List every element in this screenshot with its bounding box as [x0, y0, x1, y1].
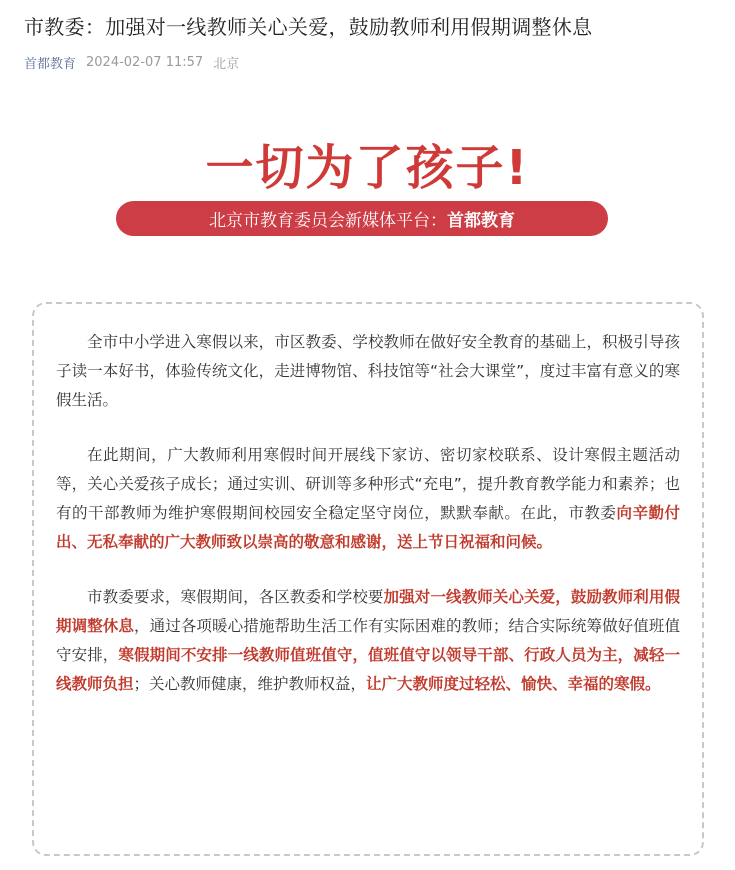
paragraph-1: 全市中小学进入寒假以来，市区教委、学校教师在做好安全教育的基础上，积极引导孩子读一本好书，体验传统文化，走进博物馆、科技馆等“社会大课堂”，度过丰富有意义的寒假生活。 — [56, 333, 680, 409]
paragraph-3-text-e: ；关心教师健康，维护教师权益， — [133, 675, 367, 693]
article-title: 市教委：加强对一线教师关心关爱，鼓励教师利用假期调整休息 — [24, 15, 593, 39]
paragraph-3-highlight-d: 寒假期间不安排一线教师值班值守，值班值守以领导干部、行政人员为主，减轻一线教师负担 — [56, 646, 680, 693]
paragraph-3-highlight-b: 加强对一线教师关心关爱，鼓励教师利用假期调整休息 — [56, 588, 680, 635]
paragraph-3-text-c: ，通过各项暖心措施帮助生活工作有实际困难的教师；结合实际统筹做好值班值守安排， — [56, 617, 680, 664]
article-meta — [24, 53, 711, 72]
banner — [0, 140, 735, 231]
article-body-box — [32, 302, 704, 856]
paragraph-2-text: 在此期间，广大教师利用寒假时间开展线下家访、密切家校联系、设计寒假主题活动等，关心关爱孩子成长；通过实训、研训等多种形式“充电”，提升教育教学能力和素养；也有的干部教师为维护寒假期间校园安全稳定坚守岗位，默默奉献。在此，市教委 — [56, 446, 680, 522]
pill-prefix: 北京市教育委员会新媒体平台： — [209, 211, 447, 231]
banner-slogan: 一切为了孩子! — [205, 140, 530, 196]
article-location: 北京 — [213, 57, 240, 72]
banner-pill — [116, 201, 608, 236]
paragraph-2 — [56, 441, 680, 557]
article-header — [0, 0, 735, 72]
article-datetime: 2024-02-07 11:57 — [86, 55, 204, 70]
pill-highlight: 首都教育 — [447, 211, 515, 231]
paragraph-2-highlight: 向辛勤付出、无私奉献的广大教师致以崇高的敬意和感谢，送上节日祝福和问候。 — [56, 504, 680, 551]
paragraph-3-highlight-f: 让广大教师度过轻松、愉快、幸福的寒假。 — [366, 675, 661, 693]
paragraph-3-text-a: 市教委要求，寒假期间，各区教委和学校要 — [87, 588, 384, 606]
article-source-link[interactable]: 首都教育 — [24, 57, 77, 72]
paragraph-3 — [56, 583, 680, 699]
